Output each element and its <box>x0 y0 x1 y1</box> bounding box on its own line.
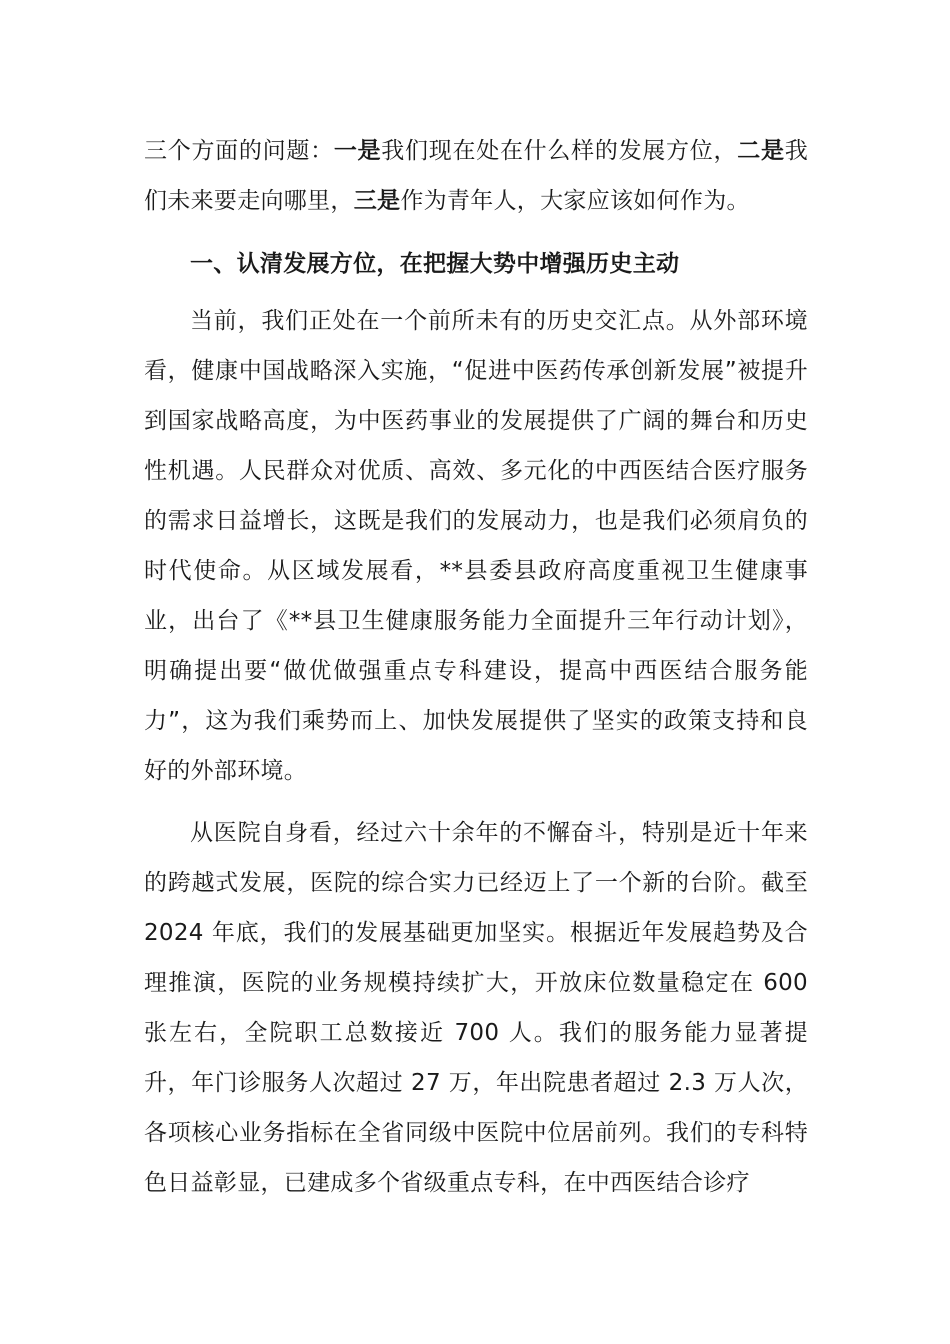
intro-bold-1: 一是 <box>333 138 382 164</box>
intro-text-2: 我们现在处在什么样的发展方位， <box>381 138 738 164</box>
section-heading: 一、认清发展方位，在把握大势中增强历史主动 <box>190 251 680 277</box>
intro-text-1: 三个方面的问题： <box>144 138 334 164</box>
intro-bold-2: 二是 <box>737 138 785 164</box>
paragraph-hospital-self: 从医院自身看，经过六十余年的不懈奋斗，特别是近十年来的跨越式发展，医院的综合实力已经迈上了一个新的台阶。截至 2024 年底，我们的发展基础更加坚实。根据近年发展趋势及合理推演，医院的业务规模持续扩大，开放床位数量稳定在 600 张左右，全院职工总数接近 700 人。我们的服务能力显著提升，年门诊服务人次超过 27 万，年出院患者超过 2.3 万人次，各项核心业务指标在全省同级中医院中位居前列。我们的专科特色日益彰显，已建成多个省级重点专科，在中西医结合诊疗 <box>144 820 808 1196</box>
intro-text-3: 我们未来要走向哪里， <box>144 138 809 214</box>
intro-bold-3: 三是 <box>353 188 401 214</box>
intro-text-4: 作为青年人，大家应该如何作为。 <box>400 188 750 214</box>
paragraph-external-environment: 当前，我们正处在一个前所未有的历史交汇点。从外部环境看，健康中国战略深入实施，“促进中医药传承创新发展”被提升到国家战略高度，为中医药事业的发展提供了广阔的舞台和历史性机遇。人民群众对优质、高效、多元化的中西医结合医疗服务的需求日益增长，这既是我们的发展动力，也是我们必须肩负的时代使命。从区域发展看，**县委县政府高度重视卫生健康事业，出台了《**县卫生健康服务能力全面提升三年行动计划》，明确提出要“做优做强重点专科建设，提高中西医结合服务能力”，这为我们乘势而上、加快发展提供了坚实的政策支持和良好的外部环境。 <box>144 308 808 784</box>
document-body <box>144 126 808 1208</box>
intro-paragraph <box>144 126 808 226</box>
